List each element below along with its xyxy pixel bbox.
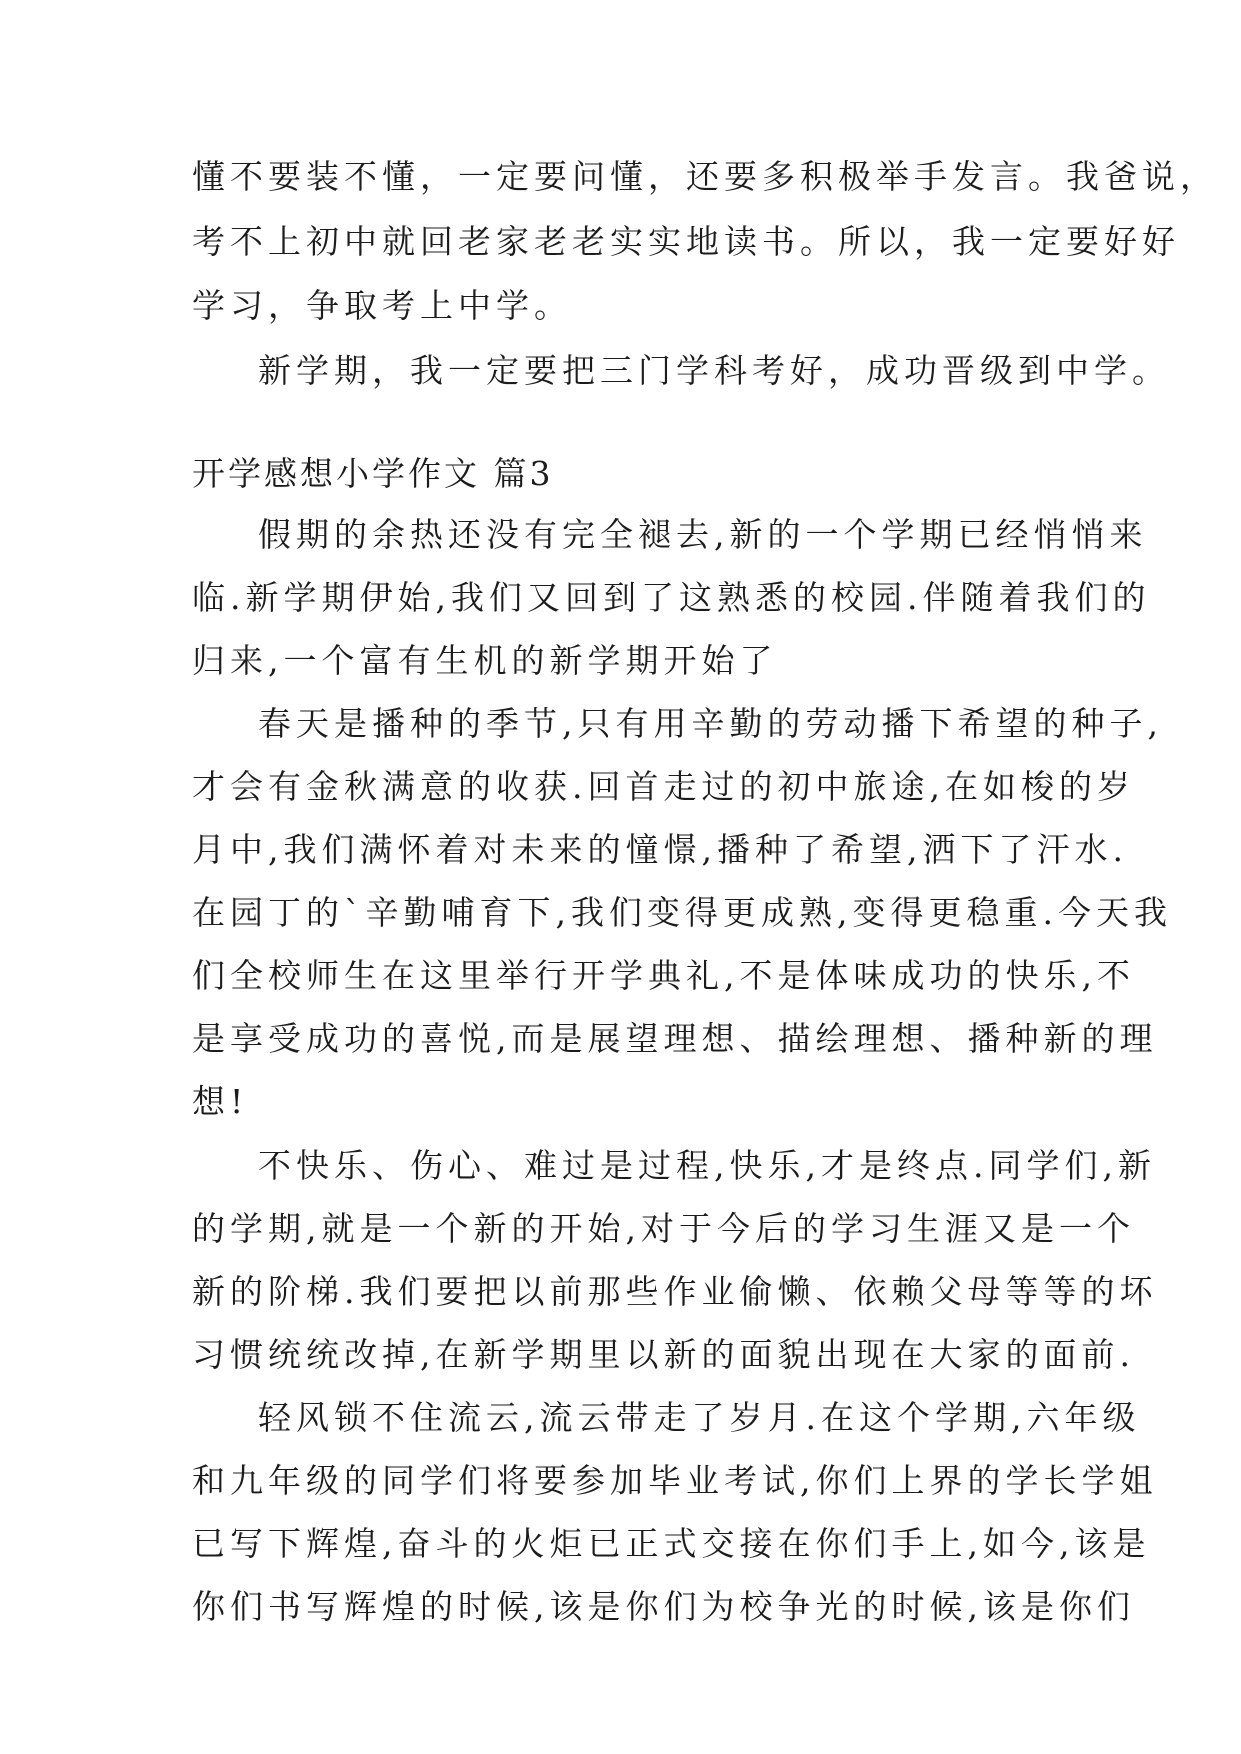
paragraph-line: 新的阶梯.我们要把以前那些作业偷懒、依赖父母等等的坏 (192, 1272, 1158, 1311)
paragraph-line: 临.新学期伊始,我们又回到了这熟悉的校园.伴随着我们的 (192, 578, 1151, 617)
section-heading: 开学感想小学作文 篇3 (192, 454, 554, 493)
paragraph-line: 月中,我们满怀着对未来的憧憬,播种了希望,洒下了汗水. (192, 830, 1128, 869)
paragraph-line: 已写下辉煌,奋斗的火炬已正式交接在你们手上,如今,该是 (192, 1524, 1151, 1563)
paragraph-line: 懂不要装不懂，一定要问懂，还要多积极举手发言。我爸说， (192, 157, 1218, 196)
paragraph-line: 春天是播种的季节,只有用辛勤的劳动播下希望的种子, (258, 704, 1163, 743)
paragraph-line: 新学期，我一定要把三门学科考好，成功晋级到中学。 (258, 351, 1170, 390)
paragraph-line: 们全校师生在这里举行开学典礼,不是体味成功的快乐,不 (192, 956, 1135, 995)
paragraph-line: 习惯统统改掉,在新学期里以新的面貌出现在大家的面前. (192, 1335, 1135, 1374)
paragraph-line: 想! (192, 1082, 249, 1121)
paragraph-line: 学习，争取考上中学。 (192, 286, 572, 325)
paragraph-line: 考不上初中就回老家老老实实地读书。所以，我一定要好好 (192, 222, 1180, 261)
paragraph-line: 才会有金秋满意的收获.回首走过的初中旅途,在如梭的岁 (192, 767, 1135, 806)
paragraph-line: 是享受成功的喜悦,而是展望理想、描绘理想、播种新的理 (192, 1019, 1158, 1058)
paragraph-line: 在园丁的`辛勤哺育下,我们变得更成熟,变得更稳重.今天我 (192, 893, 1172, 932)
paragraph-line: 轻风锁不住流云,流云带走了岁月.在这个学期,六年级 (258, 1398, 1141, 1437)
paragraph-line: 你们书写辉煌的时候,该是你们为校争光的时候,该是你们 (192, 1587, 1135, 1626)
paragraph-line: 假期的余热还没有完全褪去,新的一个学期已经悄悄来 (258, 515, 1148, 554)
paragraph-line: 和九年级的同学们将要参加毕业考试,你们上界的学长学姐 (192, 1461, 1158, 1500)
paragraph-line: 的学期,就是一个新的开始,对于今后的学习生涯又是一个 (192, 1209, 1135, 1248)
paragraph-line: 不快乐、伤心、难过是过程,快乐,才是终点.同学们,新 (258, 1146, 1156, 1185)
paragraph-line: 归来,一个富有生机的新学期开始了 (192, 641, 778, 680)
